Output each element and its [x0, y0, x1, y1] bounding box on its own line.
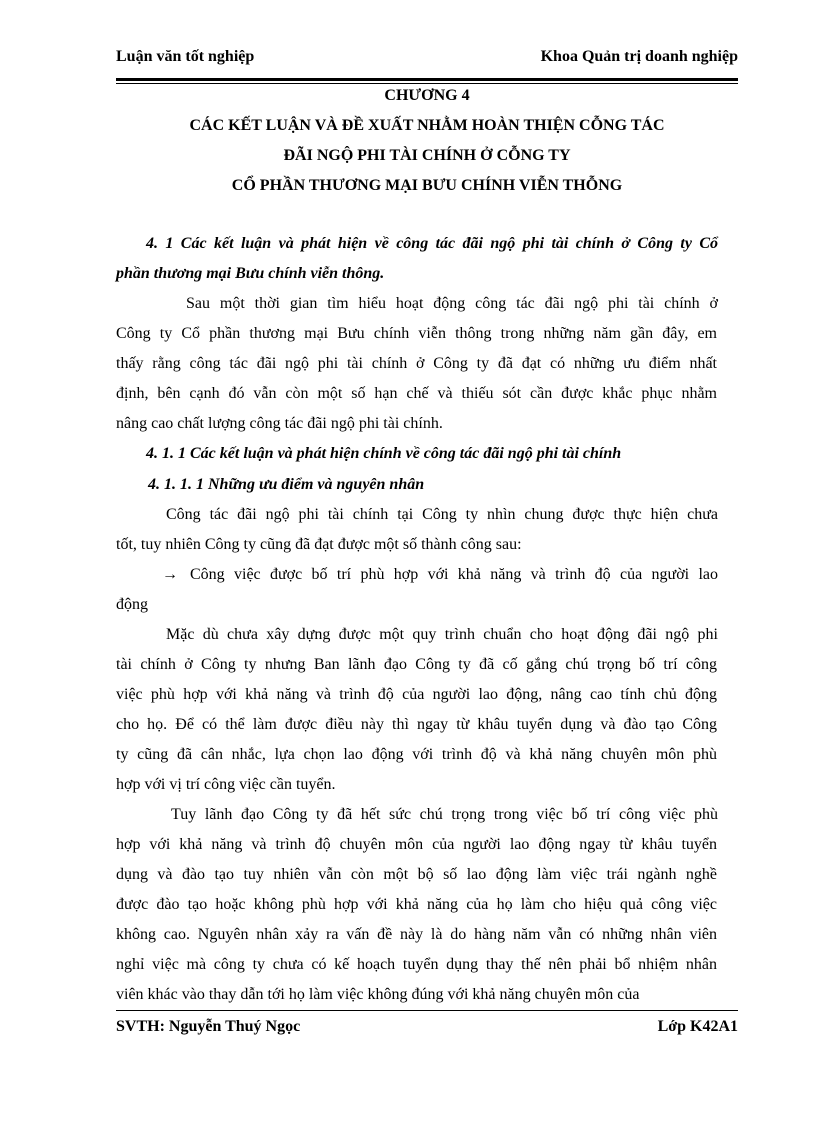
intro-line-4: định, bên cạnh đó vẫn còn một số hạn chế và thiếu sót cần được khắc phục nhằm	[116, 385, 717, 402]
intro-line-1: Sau một thời gian tìm hiểu hoạt động công tác đãi ngộ phi tài chính ở	[186, 295, 718, 312]
chapter-title-line-1: CÁC KẾT LUẬN VÀ ĐỀ XUẤT NHẰM HOÀN THIỆN CỖNG TÁC	[189, 117, 665, 134]
p1-line-1: Công tác đãi ngộ phi tài chính tại Công ty nhìn chung được thực hiện chưa	[166, 506, 718, 523]
footer-student-name: SVTH: Nguyễn Thuý Ngọc	[116, 1018, 301, 1035]
section-heading-4-1-line-1: 4. 1 Các kết luận và phát hiện về công tác đãi ngộ phi tài chính ở Công ty Cổ	[146, 235, 718, 252]
page-footer	[116, 1018, 738, 1040]
intro-line-2: Công ty Cổ phần thương mại Bưu chính viễn thông trong những năm gần đây, em	[116, 325, 717, 342]
arrow-bullet-icon: →	[162, 566, 178, 583]
p2-line-5: ty cũng đã cân nhắc, lựa chọn lao động với trình độ và khả năng chuyên môn phù	[116, 746, 717, 763]
footer-class-label: Lớp K42A1	[657, 1018, 738, 1035]
p2-line-3: việc phù hợp với khả năng và trình độ của người lao động, nâng cao tính chủ động	[116, 686, 717, 703]
section-heading-4-1-1-1: 4. 1. 1. 1 Những ưu điểm và nguyên nhân	[148, 476, 425, 493]
section-heading-4-1-1: 4. 1. 1 Các kết luận và phát hiện chính về công tác đãi ngộ phi tài chính	[146, 445, 622, 462]
p3-line-4: được đào tạo hoặc không phù hợp với khả năng của họ làm cho hiệu quả công việc	[116, 896, 717, 913]
chapter-title-line-2: ĐÃI NGỘ PHI TÀI CHÍNH Ở CỖNG TY	[283, 147, 571, 164]
p2-line-6: hợp với vị trí công việc cần tuyển.	[116, 776, 336, 793]
p2-line-2: tài chính ở Công ty nhưng Ban lãnh đạo Công ty đã cố gắng chú trọng bố trí công	[116, 656, 717, 673]
p2-line-4: cho họ. Để có thể làm được điều này thì ngay từ khâu tuyển dụng và đào tạo Công	[116, 716, 717, 733]
intro-line-5: nâng cao chất lượng công tác đãi ngộ phi tài chính.	[116, 415, 443, 432]
header-rule-thin	[116, 83, 738, 84]
p3-line-1: Tuy lãnh đạo Công ty đã hết sức chú trọng trong việc bố trí công việc phù	[171, 806, 718, 823]
header-thesis-label: Luận văn tốt nghiệp	[116, 48, 255, 65]
header-rule-thick	[116, 78, 738, 81]
chapter-number: CHƯƠNG 4	[384, 87, 470, 104]
p2-line-1: Mặc dù chưa xây dựng được một quy trình chuẩn cho hoạt động đãi ngộ phi	[166, 626, 718, 643]
p3-line-5: không cao. Nguyên nhân xảy ra vấn đề này là do hàng năm vẫn có những nhân viên	[116, 926, 717, 943]
intro-line-3: thấy rằng công tác đãi ngộ phi tài chính ở Công ty đã đạt có những ưu điểm nhất	[116, 355, 717, 372]
p3-line-3: dụng và đào tạo tuy nhiên vẫn còn một bộ số lao động làm việc trái ngành nghề	[116, 866, 717, 883]
header-faculty-label: Khoa Quản trị doanh nghiệp	[540, 48, 738, 65]
footer-rule	[116, 1010, 738, 1011]
bullet-line-1: Công việc được bố trí phù hợp với khả năng và trình độ của người lao	[190, 566, 718, 583]
p3-line-7: viên khác vào thay dẫn tới họ làm việc không đúng với khả năng chuyên môn của	[116, 986, 640, 1003]
p3-line-2: hợp với khả năng và trình độ chuyên môn của người lao động ngay từ khâu tuyển	[116, 836, 717, 853]
p1-line-2: tốt, tuy nhiên Công ty cũng đã đạt được một số thành công sau:	[116, 536, 522, 553]
section-heading-4-1-line-2: phần thương mại Bưu chính viễn thông.	[116, 265, 385, 282]
bullet-line-2: động	[116, 596, 148, 613]
chapter-title-line-3: CỔ PHẦN THƯƠNG MẠI BƯU CHÍNH VIỄN THỖNG	[231, 177, 623, 194]
page-header	[116, 48, 738, 70]
p3-line-6: nghỉ việc mà công ty chưa có kế hoạch tuyển dụng thay thế nên phải bổ nhiệm nhân	[116, 956, 717, 973]
